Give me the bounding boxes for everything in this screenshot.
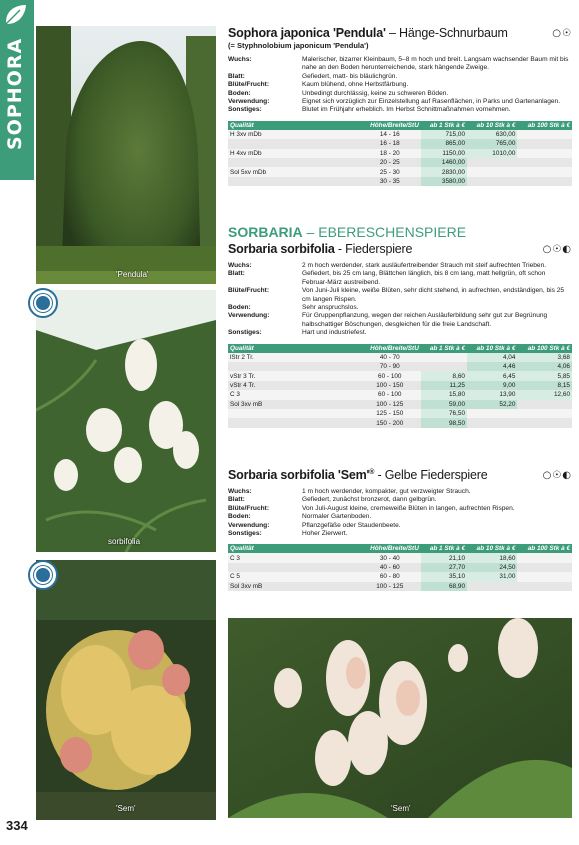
table-row	[228, 390, 572, 399]
leaf-icon	[0, 0, 30, 30]
property-value: 2 m hoch werdender, stark ausläufertreibender Strauch mit steif aufrechten Trieben.	[302, 262, 547, 269]
table-row	[228, 149, 572, 158]
column-header: ab 100 Stk à €	[517, 121, 572, 130]
property-value: Pflanzgefäße oder Staudenbeete.	[302, 521, 401, 529]
table-cell	[228, 409, 359, 418]
table-cell: 20 - 25	[359, 158, 421, 167]
property-row	[228, 488, 572, 496]
table-cell: 4,46	[467, 362, 517, 371]
column-header: Qualität	[228, 344, 359, 353]
genus-bold: SORBARIA	[228, 224, 303, 240]
table-cell: 100 - 125	[359, 582, 421, 591]
table-row	[228, 167, 572, 176]
property-key: Blatt:	[228, 496, 245, 504]
table-cell: 9,00	[467, 381, 517, 390]
property-key: Wuchs:	[228, 488, 252, 495]
property-key: Blüte/Frucht:	[228, 504, 270, 512]
table-cell: 8,60	[421, 371, 467, 380]
table-cell: 15,80	[421, 390, 467, 399]
property-row	[228, 56, 572, 73]
table-cell: 35,10	[421, 572, 467, 581]
table-cell: 3,68	[517, 353, 572, 362]
table-cell: 1150,00	[421, 149, 467, 158]
photo-image	[36, 560, 216, 820]
table-cell	[228, 563, 359, 572]
sem-title-rest: - Gelbe Fiederspiere	[374, 468, 488, 482]
property-value: Malerischer, bizarrer Kleinbaum, 5–8 m hoch und breit. Langsam wachsender Baum mit bis nahe an den Boden herunterreichende, stark hängende Zweige.	[302, 56, 569, 72]
photo-caption: 'Sem'	[391, 804, 411, 813]
table-row	[228, 409, 572, 418]
plant-badge-icon	[28, 560, 58, 590]
table-cell	[517, 563, 572, 572]
column-header: Qualität	[228, 544, 359, 553]
table-cell: Sol 3xv mB	[228, 582, 359, 591]
table-cell: 27,70	[421, 563, 467, 572]
table-cell	[517, 582, 572, 591]
sophora-synonym: (= Styphnolobium japonicum 'Pendula')	[228, 41, 369, 50]
table-cell	[228, 418, 359, 427]
table-cell: 125 - 150	[359, 409, 421, 418]
property-row	[228, 505, 572, 513]
property-key: Sonstiges:	[228, 530, 262, 538]
photo-sorbaria-sorbifolia	[36, 290, 216, 552]
column-header: Höhe/Breite/StU	[359, 344, 421, 353]
site-symbols-icon: ○☉	[552, 28, 572, 39]
table-cell	[467, 582, 517, 591]
property-key: Wuchs:	[228, 262, 252, 269]
table-row	[228, 553, 572, 562]
table-cell: 76,50	[421, 409, 467, 418]
photo-caption: 'Pendula'	[116, 270, 149, 279]
table-cell: Sol 5xv mDb	[228, 167, 359, 176]
table-cell	[467, 418, 517, 427]
table-cell: 60 - 100	[359, 390, 421, 399]
property-key: Verwendung:	[228, 521, 270, 529]
table-cell: C 3	[228, 553, 359, 562]
property-row	[228, 262, 572, 270]
table-cell: 52,20	[467, 400, 517, 409]
table-cell: 40 - 70	[359, 353, 421, 362]
property-value: Unbedingt durchlässig, keine zu schweren Böden.	[302, 89, 449, 97]
sophora-price-table	[228, 121, 572, 186]
property-value: Hart und industriefest.	[302, 329, 367, 337]
column-header: ab 10 Stk à €	[467, 544, 517, 553]
table-cell: 13,90	[467, 390, 517, 399]
table-cell	[517, 409, 572, 418]
table-cell: 6,45	[467, 371, 517, 380]
sorbaria-title-bold: Sorbaria sorbifolia	[228, 242, 335, 256]
property-key: Blüte/Frucht:	[228, 287, 270, 295]
property-value: Gefiedert, bis 25 cm lang, Blättchen länglich, bis 8 cm lang, matt hellgrün, oft schon Februar-März austreibend.	[302, 270, 546, 286]
table-cell	[517, 158, 572, 167]
sem-title-bold: Sorbaria sorbifolia 'Sem'	[228, 468, 370, 482]
table-cell: 1010,00	[467, 149, 517, 158]
table-cell	[517, 167, 572, 176]
table-row	[228, 177, 572, 186]
property-row	[228, 496, 572, 504]
property-value: Hoher Zierwert.	[302, 530, 348, 538]
property-key: Blatt:	[228, 270, 245, 278]
table-cell: 59,00	[421, 400, 467, 409]
table-cell: 11,25	[421, 381, 467, 390]
property-value: Kaum blühend, ohne Herbstfärbung.	[302, 81, 409, 89]
property-key: Sonstiges:	[228, 329, 262, 337]
site-symbols-icon: ○☉◐	[542, 470, 572, 481]
table-header-row	[228, 121, 572, 130]
table-row	[228, 582, 572, 591]
table-cell: 100 - 150	[359, 381, 421, 390]
table-cell: H 4xv mDb	[228, 149, 359, 158]
table-row	[228, 381, 572, 390]
table-row	[228, 572, 572, 581]
property-key: Blüte/Frucht:	[228, 81, 270, 89]
table-cell: C 5	[228, 572, 359, 581]
table-row	[228, 130, 572, 139]
table-cell	[517, 418, 572, 427]
property-row	[228, 329, 572, 337]
table-row	[228, 139, 572, 148]
table-cell	[421, 362, 467, 371]
property-row	[228, 98, 572, 106]
table-cell: 12,60	[517, 390, 572, 399]
property-value: Gefiedert, matt- bis bläulichgrün.	[302, 72, 398, 80]
property-value: Eignet sich vorzüglich zur Einzelstellung auf Rasenflächen, in Parks und Gartenanlagen.	[302, 98, 561, 106]
table-cell	[517, 149, 572, 158]
sophora-properties	[228, 56, 572, 115]
table-cell: 4,06	[517, 362, 572, 371]
table-cell: vStr 3 Tr.	[228, 371, 359, 380]
table-cell	[517, 130, 572, 139]
table-cell: 21,10	[421, 553, 467, 562]
table-cell: 31,00	[467, 572, 517, 581]
sem-properties	[228, 488, 572, 538]
table-row	[228, 563, 572, 572]
property-row	[228, 90, 572, 98]
table-cell: 60 - 100	[359, 371, 421, 380]
photo-image	[36, 26, 216, 284]
column-header: Höhe/Breite/StU	[359, 121, 421, 130]
sorbaria-title-rest: - Fiederspiere	[334, 242, 413, 256]
table-cell: 40 - 60	[359, 563, 421, 572]
table-cell: 98,50	[421, 418, 467, 427]
table-cell: 150 - 200	[359, 418, 421, 427]
property-key: Boden:	[228, 513, 251, 521]
property-row	[228, 304, 572, 312]
table-row	[228, 362, 572, 371]
property-row	[228, 270, 572, 287]
table-cell: 14 - 16	[359, 130, 421, 139]
property-value: 1 m hoch werdender, kompakter, gut verzweigter Strauch.	[302, 488, 471, 495]
photo-sorbaria-sem-flowers	[228, 618, 572, 818]
property-key: Boden:	[228, 89, 251, 97]
table-cell	[467, 158, 517, 167]
table-cell: 5,85	[517, 371, 572, 380]
table-cell: lStr 2 Tr.	[228, 353, 359, 362]
side-title: SOPHORA	[4, 37, 26, 150]
property-row	[228, 522, 572, 530]
table-cell: H 3xv mDb	[228, 130, 359, 139]
property-key: Sonstiges:	[228, 106, 262, 114]
property-key: Blatt:	[228, 72, 245, 80]
table-cell: 60 - 80	[359, 572, 421, 581]
table-cell: 30 - 40	[359, 553, 421, 562]
property-value: Blutet im Frühjahr erheblich. Im Herbst Schnittmaßnahmen vornehmen.	[302, 106, 511, 114]
property-value: Gefiedert, zunächst bronzerot, dann gelbgrün.	[302, 496, 437, 504]
column-header: ab 1 Stk à €	[421, 121, 467, 130]
photo-caption: sorbifolia	[108, 537, 141, 546]
table-cell: vStr 4 Tr.	[228, 381, 359, 390]
property-row	[228, 287, 572, 304]
table-cell	[467, 167, 517, 176]
section-sem	[228, 468, 572, 591]
table-row	[228, 158, 572, 167]
table-cell: C 3	[228, 390, 359, 399]
table-row	[228, 371, 572, 380]
table-cell: 30 - 35	[359, 177, 421, 186]
property-value: Von Juni-Juli kleine, weiße Blüten, sehr dicht stehend, in aufrechten, endständigen, bis 25 cm langen Rispen.	[302, 287, 565, 303]
photo-sorbaria-sem-yellow	[36, 560, 216, 820]
table-cell	[228, 158, 359, 167]
property-value: Normaler Gartenboden.	[302, 513, 372, 521]
sophora-title-bold: Sophora japonica 'Pendula'	[228, 26, 386, 40]
table-cell	[228, 177, 359, 186]
column-header: ab 1 Stk à €	[421, 344, 467, 353]
property-value: Von Juli-August kleine, cremeweiße Blüten in langen, aufrechten Rispen.	[302, 504, 515, 512]
sorbaria-genus-heading	[228, 224, 572, 240]
section-sorbaria	[228, 224, 572, 428]
genus-rest: – EBERESCHENSPIERE	[302, 224, 467, 240]
photo-caption: 'Sem'	[116, 804, 136, 813]
table-cell	[517, 572, 572, 581]
table-cell: 18,60	[467, 553, 517, 562]
table-cell: 70 - 90	[359, 362, 421, 371]
table-cell: 4,04	[467, 353, 517, 362]
property-key: Wuchs:	[228, 56, 252, 63]
property-row	[228, 530, 572, 538]
table-row	[228, 418, 572, 427]
property-key: Verwendung:	[228, 98, 270, 106]
side-tab	[0, 0, 34, 180]
column-header: ab 100 Stk à €	[517, 344, 572, 353]
property-row	[228, 312, 572, 329]
column-header: ab 10 Stk à €	[467, 121, 517, 130]
sem-price-table	[228, 544, 572, 591]
table-cell: 865,00	[421, 139, 467, 148]
table-cell	[467, 409, 517, 418]
sorbaria-title	[228, 242, 572, 256]
table-cell: 25 - 30	[359, 167, 421, 176]
table-cell	[517, 553, 572, 562]
property-row	[228, 81, 572, 89]
table-cell	[228, 139, 359, 148]
property-row	[228, 513, 572, 521]
table-header-row	[228, 344, 572, 353]
table-cell	[517, 139, 572, 148]
property-value: Für Gruppenpflanzung, wegen der reichen Ausläuferbildung sehr gut zur Begrünung halbschattiger Böschungen, desgleichen für die freie Landschaft.	[302, 312, 548, 328]
sophora-title-rest: – Hänge-Schnurbaum	[385, 26, 508, 40]
table-cell	[228, 362, 359, 371]
table-header-row	[228, 544, 572, 553]
sorbaria-properties	[228, 262, 572, 338]
table-cell: 8,15	[517, 381, 572, 390]
column-header: Höhe/Breite/StU	[359, 544, 421, 553]
table-cell: 2830,00	[421, 167, 467, 176]
page-number: 334	[6, 818, 28, 833]
table-row	[228, 353, 572, 362]
property-row	[228, 73, 572, 81]
table-cell	[517, 177, 572, 186]
column-header: ab 1 Stk à €	[421, 544, 467, 553]
photo-image	[228, 618, 572, 818]
sem-title	[228, 468, 572, 482]
site-symbols-icon: ○☉◐	[542, 244, 572, 255]
table-cell: 100 - 125	[359, 400, 421, 409]
table-row	[228, 400, 572, 409]
column-header: ab 10 Stk à €	[467, 344, 517, 353]
sophora-title	[228, 26, 572, 40]
photo-image	[36, 290, 216, 552]
photo-sophora-pendula	[36, 26, 216, 284]
section-sophora	[228, 26, 572, 186]
table-cell: 24,50	[467, 563, 517, 572]
column-header: Qualität	[228, 121, 359, 130]
table-cell: 765,00	[467, 139, 517, 148]
table-cell: 16 - 18	[359, 139, 421, 148]
table-cell	[517, 400, 572, 409]
sem-title-sup: ®	[369, 468, 375, 476]
table-cell: 3580,00	[421, 177, 467, 186]
property-key: Boden:	[228, 304, 251, 312]
table-cell: 715,00	[421, 130, 467, 139]
property-key: Verwendung:	[228, 312, 270, 320]
table-cell: 68,90	[421, 582, 467, 591]
table-cell: 630,00	[467, 130, 517, 139]
table-cell: 18 - 20	[359, 149, 421, 158]
property-row	[228, 106, 572, 114]
sorbaria-price-table	[228, 344, 572, 428]
table-cell	[467, 177, 517, 186]
property-value: Sehr anspruchslos.	[302, 304, 359, 312]
plant-badge-icon	[28, 288, 58, 318]
table-cell: 1460,00	[421, 158, 467, 167]
column-header: ab 100 Stk à €	[517, 544, 572, 553]
table-cell: Sol 3xv mB	[228, 400, 359, 409]
table-cell	[421, 353, 467, 362]
